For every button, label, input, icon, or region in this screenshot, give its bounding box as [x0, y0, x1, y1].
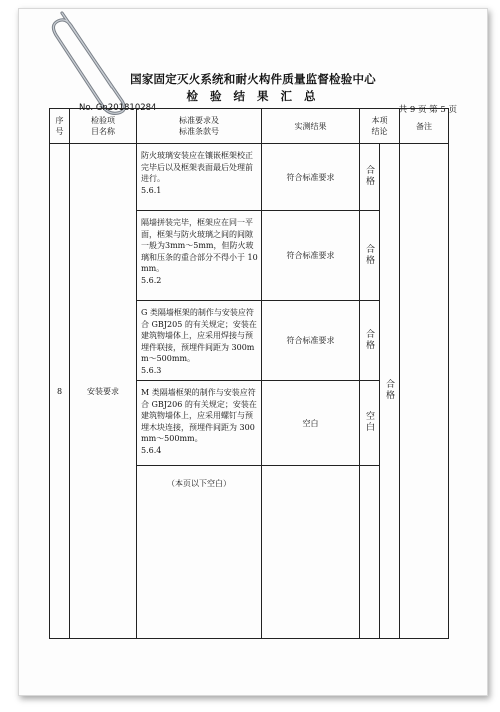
item-conclusion-text: 合格 — [364, 328, 374, 351]
table-row — [50, 144, 449, 211]
col-item-line-2: 目名称 — [91, 127, 115, 136]
item-conclusion-text: 空白 — [364, 411, 374, 433]
empty-conclusion-cell — [360, 466, 380, 639]
col-item-header — [70, 109, 137, 144]
seq-cell: 8 — [50, 144, 70, 639]
requirement-text: 隔墙拼装完毕，框架应在同一平面，框架与防火玻璃之间的间隙一般为3mm～5mm，但防火玻璃和压条的重合部分不得小于 10mm。 — [141, 218, 258, 273]
standard-cell — [137, 211, 262, 301]
empty-result-cell — [262, 466, 360, 639]
result-cell: 符合标准要求 — [262, 301, 360, 381]
col-standard-header — [137, 109, 262, 144]
clause-number: 5.6.3 — [141, 365, 162, 375]
page-counter: 共 9 页 第 5 页 — [398, 105, 457, 115]
result-cell: 符合标准要求 — [262, 211, 360, 301]
result-cell: 空白 — [262, 381, 360, 466]
standard-cell — [137, 381, 262, 466]
clause-number: 5.6.4 — [141, 445, 162, 455]
col-remark-header: 备注 — [400, 109, 449, 144]
item-conclusion-text: 合格 — [364, 243, 374, 266]
clause-number: 5.6.1 — [141, 185, 162, 195]
item-conclusion-cell — [360, 381, 380, 466]
standard-cell — [137, 301, 262, 381]
result-cell: 符合标准要求 — [262, 144, 360, 211]
col-conclusion-line-1: 本项 — [371, 116, 388, 125]
remark-cell — [400, 144, 449, 639]
item-conclusion-text: 合格 — [364, 165, 374, 187]
overall-conclusion-cell — [380, 144, 400, 639]
col-item-line-1: 检验项 — [91, 116, 115, 125]
summary-subtitle: 检 验 结 果 汇 总 — [186, 89, 320, 103]
results-table — [49, 108, 449, 639]
center-title: 国家固定灭火系统和耐火构件质量监督检验中心 — [130, 72, 376, 86]
col-conclusion-line-2: 结论 — [371, 127, 388, 136]
overall-conclusion-text: 合格 — [384, 379, 394, 401]
col-standard-line-1: 标准要求及 — [179, 116, 219, 125]
item-conclusion-cell — [360, 301, 380, 381]
report-number: No. Gn201810284 — [79, 103, 157, 113]
requirement-text: 防火玻璃安装应在镶嵌框架校正完毕后以及框架表面最后处理前进行。 — [141, 151, 253, 183]
item-conclusion-cell — [360, 144, 380, 211]
table-header-row — [50, 109, 449, 144]
col-conclusion-header — [360, 109, 400, 144]
col-seq-header — [50, 109, 70, 144]
item-name-cell: 安装要求 — [70, 144, 137, 639]
clause-number: 5.6.2 — [141, 275, 162, 285]
standard-cell — [137, 144, 262, 211]
blank-note-cell: （本页以下空白） — [137, 466, 262, 639]
col-seq-line-1: 序 — [55, 116, 64, 125]
item-conclusion-cell — [360, 211, 380, 301]
col-seq-line-2: 号 — [55, 127, 64, 136]
col-standard-line-2: 标准条款号 — [179, 127, 219, 136]
requirement-text: M 类隔墙框架的制作与安装应符合 GBJ206 的有关规定；安装在建筑物墙体上，应采用螺钉与预埋木块连接，预埋件间距为 300mm～500mm。 — [141, 388, 257, 443]
col-result-header: 实测结果 — [262, 109, 360, 144]
requirement-text: G 类隔墙框架的制作与安装应符合 GBJ205 的有关规定；安装在建筑物墙体上，应采用焊接与预埋件联接，预埋件间距为 300mm～500mm。 — [141, 308, 257, 363]
